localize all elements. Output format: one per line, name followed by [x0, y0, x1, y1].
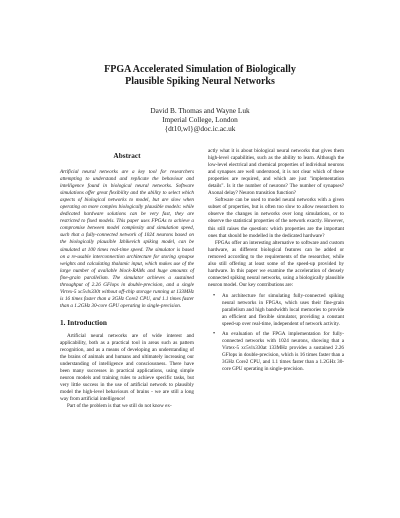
list-item [213, 292, 344, 328]
introduction-heading: 1. Introduction [60, 317, 107, 327]
right-paragraph-3: FPGAs offer an interesting alternative to software and custom hardware, as different biological features can be added or removed according to the requirements of the researcher, while also still offering at least some of the speed-up provided by hardware. In this paper we examine the acceleration of densely connected spiking neural networks, using a biologically plausible neuron model. Our key contributions are: [208, 239, 344, 288]
paper-title [0, 64, 400, 88]
contribution-1-text: An architecture for simulating fully-connected spiking neural networks in FPGAs, which uses their fine-grain parallelism and high bandwidth local memories to provide an efficient and flexible simulator, providing a constant speed-up over real-time, independent of network activity. [222, 292, 344, 328]
contribution-2-text: An evaluation of the FPGA implementation for fully-connected networks with 1024 neurons, showing that a Virtex-5 xc5vlx330at 133MHz provides a sustained 2.26 GFlops in double-precision, which is 16 times faster than a 3GHz Core2 CPU, and 1.1 times faster than a 1.2GHz 30-core GPU operating in single-precision. [222, 331, 344, 373]
contributions-list [208, 293, 344, 374]
intro-paragraph-1: Artificial neural networks are of wide interest and applicability, both as a practical tool in areas such as pattern recognition, and as a means of developing an understanding of the brains of animals and humans and ultimately increasing our understanding of intelligence and consciousness. There have been many successes in practical applications, using simple neuron models and training rules to achieve specific tasks, but very little success in the use of artificial network to plausibly model the high-level behaviours of brains - we are still a long way from artificial intelligence! [60, 332, 194, 403]
abstract-heading: Abstract [113, 151, 141, 160]
author-block [0, 106, 400, 133]
intro-paragraph-2: Part of the problem is that we still do not know ex- [67, 403, 172, 410]
title-line-2: Plausible Spiking Neural Networks [125, 76, 275, 87]
abstract-text: Artificial neural networks are a key tool for researchers attempting to understand and replicate the behaviour and intelligence found in biological neural networks. Software simulations offer great flexibility and the ability to select which aspects of biological networks to model, but are slow when operating on more complex biologically plausible models: while dedicated hardware solutions can be very fast, they are restricted to fixed models. This paper uses FPGAs to achieve a compromise between model complexity and simulation speed, such that a fully-connected network of 1024 neurons based on the biologically plausible Izhikevich spiking model, can be simulated at 100 times real-time speed. The simulator is based on a re-usable interconnection architecture for storing synapse weights and calculating thalamic input, which makes use of the large number of available block-RAMs and huge amounts of fine-grain parallelism. The simulator achieves a sustained throughput of 2.26 GFlops in double-precision, and a single Virtex-5 xc5vlx330t without off-chip storage running at 133MHz is 16 times faster than a 3GHz Core2 CPU, and 1.1 times faster than a 1.2GHz 30-core GPU operating in single-precision. [60, 169, 194, 309]
author-names: David B. Thomas and Wayne Luk [150, 106, 250, 115]
author-email: {dt10,wl}@doc.ic.ac.uk [164, 124, 236, 133]
title-line-1: FPGA Accelerated Simulation of Biologically [104, 64, 296, 75]
right-paragraph-1: actly what it is about biological neural networks that gives them high-level capabilities, such as the ability to learn. Although the low-level electrical and chemical properties of individual neurons and synapses are well understood, it is not clear which of these properties are required, and which are just "implementation details". Is it the number of neurons? The number of synapses? Axonal delay? Neuron transition function? [208, 148, 344, 197]
bullet-icon: • [213, 331, 216, 338]
left-column [60, 148, 194, 410]
right-paragraph-2: Software can be used to model neural networks with a given subset of properties, but is often too slow to allow researchers to observe the changes in networks over long simulations, or to observe the statistical properties of the network exactly. However, this still raises the question: which properties are the important ones that should be modelled in the dedicated hardware? [208, 197, 344, 239]
bullet-icon: • [213, 292, 216, 299]
paper-header [0, 64, 400, 133]
list-item [213, 331, 344, 373]
right-column [208, 148, 344, 376]
author-affiliation: Imperial College, London [162, 115, 238, 124]
